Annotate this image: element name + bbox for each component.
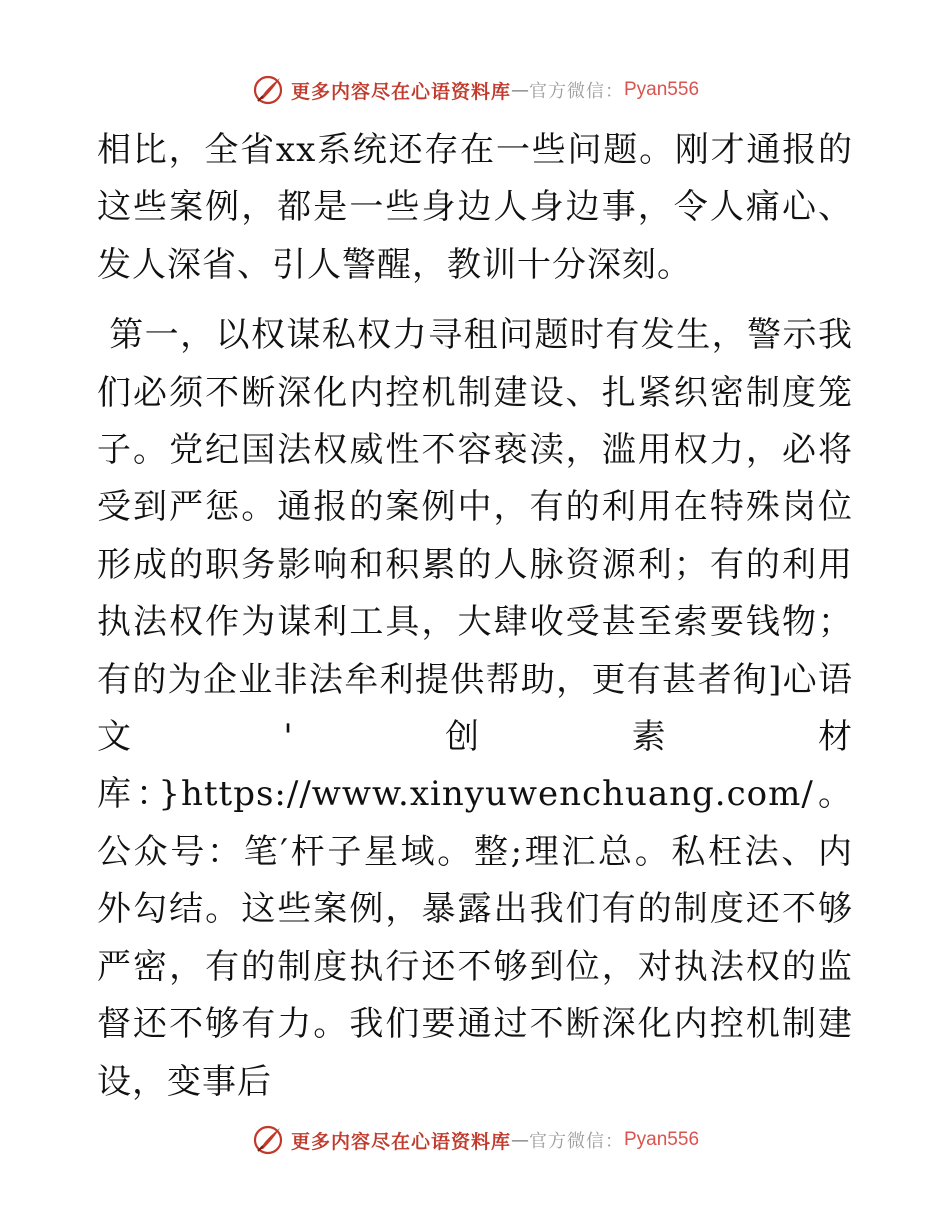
header-brand-text: 更多内容尽在心语资料库 [290, 80, 511, 103]
footer-brand-text: 更多内容尽在心语资料库 [290, 1130, 511, 1153]
footer-separator: — [511, 1129, 529, 1151]
document-body [97, 122, 853, 1111]
footer-wechat-label: 官方微信： [529, 1131, 624, 1152]
paragraph-2: 第一，以权谋私权力寻租问题时有发生，警示我们必须不断深化内控机制建设、扎紧织密制度笼子。党纪国法权威性不容亵渎，滥用权力，必将受到严惩。通报的案例中，有的利用在特殊岗位形成的职务影响和积累的人脉资源利；有的利用执法权作为谋利工具，大肆收受甚至索要钱物；有的为企业非法牟利提供帮助，更有甚者徇]心语文'创素材库：}https://www.xinyuwenchuang.com/。公众号：笔′杆子星域。整;理汇总。私枉法、内外勾结。这些案例，暴露出我们有的制度还不够严密，有的制度执行还不够到位，对执法权的监督还不够有力。我们要通过不断深化内控机制建设，变事后 [97, 315, 853, 1102]
footer-banner [0, 1120, 950, 1160]
quill-pen-logo-icon [251, 1123, 285, 1157]
header-separator: — [511, 79, 529, 101]
header-wechat-id: Pyan556 [624, 79, 700, 100]
quill-pen-logo-icon [251, 73, 285, 107]
header-wechat-label: 官方微信： [529, 81, 624, 102]
paragraph-1: 相比，全省xx系统还存在一些问题。刚才通报的这些案例，都是一些身边人身边事，令人痛心、发人深省、引人警醒，教训十分深刻。 [97, 130, 853, 285]
header-banner [0, 70, 950, 110]
footer-wechat-id: Pyan556 [624, 1129, 700, 1150]
